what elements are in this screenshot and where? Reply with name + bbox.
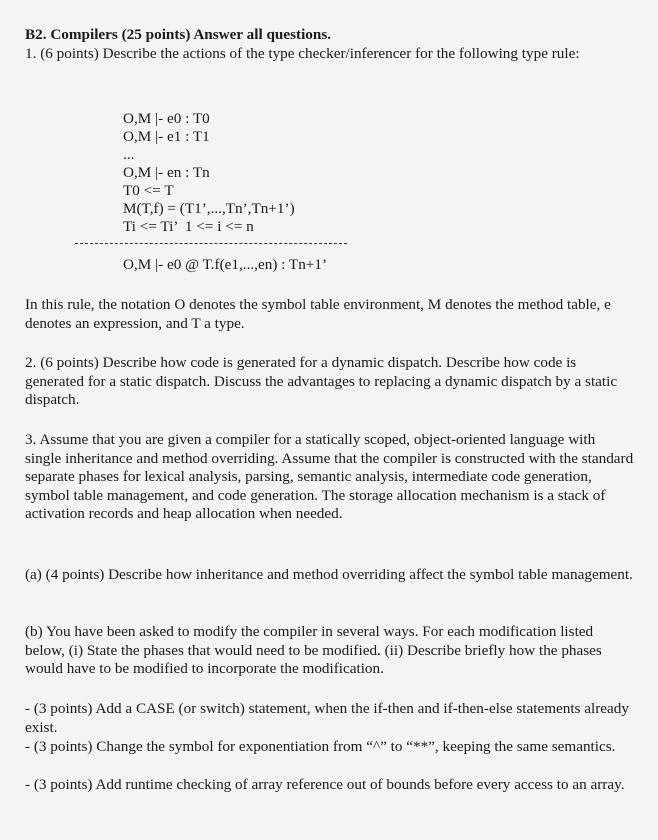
rule-premise: ... <box>123 146 135 163</box>
rule-premise: O,M |- e0 : T0 <box>123 110 210 127</box>
section-title: B2. Compilers (25 points) Answer all questions. <box>25 26 332 43</box>
question-3b-text: (b) You have been asked to modify the compiler in several ways. For each modification listed below, (i) State the phases that would need to be modified. (ii) Describe briefly how the phases would have to be modified to incorporate the modification. <box>25 623 602 678</box>
rule-premise: Ti <= Ti’ 1 <= i <= n <box>123 218 254 235</box>
question-1-text: 1. (6 points) Describe the actions of the type checker/inferencer for the following type rule: <box>25 45 580 62</box>
question-3-text: 3. Assume that you are given a compiler for a statically scoped, object-oriented language with single inheritance and method overriding. Assume that the compiler is constructed with the standard separate phases for lexical analysis, parsing, semantic analysis, intermediate code generation, symbol table management, and code generation. The storage allocation mechanism is a stack of activation records and heap allocation when needed. <box>25 431 634 523</box>
rule-premise: T0 <= T <box>123 182 174 199</box>
rule-premise: O,M |- e1 : T1 <box>123 128 210 145</box>
modification-item: - (3 points) Change the symbol for exponentiation from “^” to “**”, keeping the same semantics. <box>25 738 616 755</box>
rule-premise: M(T,f) = (T1’,...,Tn’,Tn+1’) <box>123 200 295 217</box>
question-2-text: 2. (6 points) Describe how code is generated for a dynamic dispatch. Describe how code is generated for a static dispatch. Discuss the advantages to replacing a dynamic dispatch by a static dispatch. <box>25 354 618 409</box>
modification-item: - (3 points) Add a CASE (or switch) statement, when the if-then and if-then-else statements already exist. <box>25 700 629 736</box>
inference-divider <box>75 243 347 244</box>
rule-premise: O,M |- en : Tn <box>123 164 210 181</box>
rule-conclusion: O,M |- e0 @ T.f(e1,...,en) : Tn+1’ <box>123 256 327 273</box>
notation-text: In this rule, the notation O denotes the symbol table environment, M denotes the method table, e denotes an expression, and T a type. <box>25 296 611 332</box>
question-3a-text: (a) (4 points) Describe how inheritance and method overriding affect the symbol table management. <box>25 566 633 583</box>
modification-item: - (3 points) Add runtime checking of array reference out of bounds before every access to an array. <box>25 776 625 793</box>
